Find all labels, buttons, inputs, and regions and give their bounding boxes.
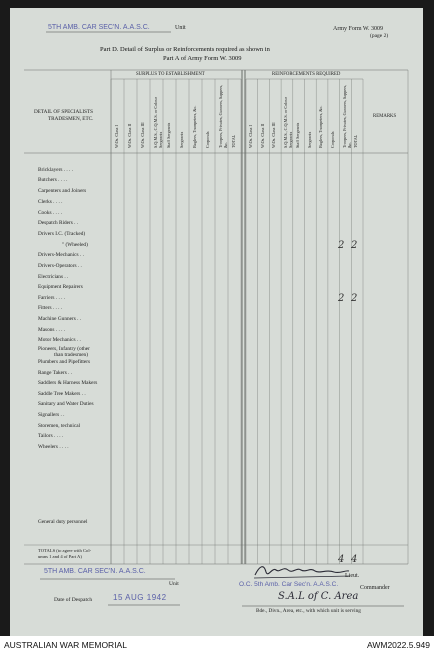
serving-underline — [242, 605, 404, 607]
signature — [252, 561, 352, 581]
col-heading-surplus-3: S.Q.M.S., C.Q.M.S. or Colour Sergeants — [153, 97, 163, 148]
row-label-24: Signallers . . — [38, 412, 65, 418]
serving-label: Bde., Divn., Area, etc., with which unit is serving — [256, 608, 361, 614]
despatch-underline — [108, 604, 180, 606]
row-label-14: Machine Gunners . . — [38, 316, 82, 322]
row-label-27: Wheelers . . . . — [38, 444, 69, 450]
totals-label-2: umns 1 and 4 of Part A) — [38, 554, 82, 559]
row-label-7: " (Wheeled) — [62, 242, 88, 248]
col-heading-reinf-6: Buglers, Trumpeters, &c. — [318, 105, 324, 148]
col-heading-reinf-5: Sergeants — [306, 131, 312, 148]
hand-fitters-troopers: 2 — [338, 293, 345, 304]
remarks-heading: REMARKS — [373, 114, 397, 119]
col-heading-surplus-4: Staff Sergeants — [166, 122, 171, 148]
row-label-4: Cooks . . . . — [38, 210, 63, 216]
row-label-3: Clerks . . . . — [38, 199, 63, 205]
row-label-19: Plumbers and Pipefitters — [38, 359, 91, 365]
col-heading-reinf-4: Staff Sergeants — [294, 122, 300, 148]
row-label-17: Pioneers, Infantry (other — [38, 346, 90, 352]
row-label-25: Storemen, technical — [38, 423, 81, 429]
totals-label-1: TOTALS (to agree with Col- — [38, 548, 92, 553]
hand-totals-total: 4 — [351, 554, 358, 565]
footer-left: AUSTRALIAN WAR MEMORIAL — [4, 640, 127, 650]
row-label-15: Masons . . . . — [38, 327, 66, 333]
hand-fitters-total: 2 — [351, 293, 358, 304]
col-heading-surplus-8: Troopers, Privates, Gunners, Sappers, &c. — [218, 84, 228, 148]
hand-drivers-mech-total: 2 — [351, 240, 358, 251]
col-heading-surplus-2: W.Os. Class III — [140, 122, 145, 148]
row-label-1: Butchers . . . . — [38, 177, 68, 183]
row-label-23: Sanitary and Water Duties — [38, 401, 94, 407]
page-number: (page 2) — [370, 33, 389, 39]
table-grid — [10, 8, 423, 636]
hand-drivers-mech-troopers: 2 — [338, 240, 345, 251]
hand-totals-troopers: 4 — [338, 554, 345, 565]
col-heading-surplus-1: W.Os. Class II — [127, 123, 132, 148]
despatch-date-stamp: 15 AUG 1942 — [113, 593, 167, 602]
col-heading-reinf-7: Corporals — [329, 131, 335, 148]
unit-label: Unit — [175, 25, 186, 31]
col-heading-surplus-6: Buglers, Trumpeters, &c. — [192, 105, 197, 148]
row-label-18: than tradesmen) — [54, 352, 88, 358]
commander-label: Commander — [360, 585, 390, 591]
col-heading-reinf-8: Troopers, Privates, Gunners, Sappers, &c. — [341, 84, 352, 148]
row-label-22: Saddle Tree Makers . . — [38, 391, 86, 397]
detail-heading-2: TRADESMEN, ETC. — [48, 116, 94, 122]
reinforcements-heading: REINFORCEMENTS REQUIRED — [272, 72, 341, 77]
col-heading-reinf-3: S.Q.M.S., C.Q.M.S. or Colour Sergeants — [283, 97, 293, 148]
col-heading-surplus-5: Sergeants — [179, 131, 184, 148]
detail-heading-1: DETAIL OF SPECIALISTS — [34, 109, 94, 115]
unit-stamp: 5TH AMB. CAR SEC'N. A.A.S.C. — [48, 24, 150, 31]
row-label-13: Fitters . . . . — [38, 305, 63, 311]
row-label-16: Motor Mechanics . . — [38, 337, 81, 343]
rank-label: Lieut. — [345, 573, 360, 579]
footer-right: AWM2022.5.949 — [367, 640, 430, 650]
row-label-6: Drivers I.C. (Tracked) — [38, 231, 86, 237]
row-label-8: Drivers-Mechanics . . — [38, 252, 84, 258]
row-label-2: Carpenters and Joiners — [38, 188, 87, 194]
serving-handwritten: S.A.L of C. Area — [278, 591, 359, 602]
row-label-11: Equipment Repairers — [38, 284, 83, 290]
form-number: Army Form W. 3009 — [333, 26, 384, 32]
col-heading-reinf-1: W.Os. Class II — [259, 123, 265, 148]
col-heading-reinf-2: W.Os. Class III — [271, 122, 277, 148]
part-title-line2: Part A of Army Form W. 3009 — [163, 55, 242, 62]
form-page — [10, 8, 423, 636]
col-heading-surplus-9: TOTAL — [231, 134, 236, 148]
row-label-20: Range Takers . . — [38, 370, 73, 376]
col-heading-reinf-9: TOTAL — [353, 134, 359, 148]
row-label-5: Despatch Riders . . — [38, 220, 79, 226]
unit-stamp-bottom: 5TH AMB. CAR SEC'N. A.A.S.C. — [44, 568, 146, 575]
unit-underline-bottom — [40, 578, 175, 580]
row-label-12: Farriers . . . . — [38, 295, 66, 301]
row-label-10: Electricians . . — [38, 274, 69, 280]
part-title-line1: Part D. Detail of Surplus or Reinforcements required as shown in — [100, 46, 270, 53]
row-label-9: Drivers-Operators . . — [38, 263, 82, 269]
oc-stamp: O.C. 5th Amb. Car Sec'n. A.A.S.C. — [239, 581, 339, 588]
row-label-26: Tailors . . . . — [38, 433, 64, 439]
col-heading-surplus-0: W.Os. Class I — [114, 125, 119, 148]
footer-bar — [0, 636, 434, 653]
col-heading-surplus-7: Corporals — [205, 131, 210, 148]
col-heading-reinf-0: W.Os. Class I — [248, 125, 253, 148]
general-duty-label: General duty personnel — [38, 519, 88, 525]
surplus-heading: SURPLUS TO ESTABLISHMENT — [136, 72, 205, 77]
unit-label-bottom: Unit — [169, 581, 179, 587]
despatch-label: Date of Despatch — [54, 597, 93, 603]
row-label-21: Saddlers & Harness Makers — [38, 380, 98, 386]
row-label-0: Bricklayers . . . . — [38, 167, 74, 173]
